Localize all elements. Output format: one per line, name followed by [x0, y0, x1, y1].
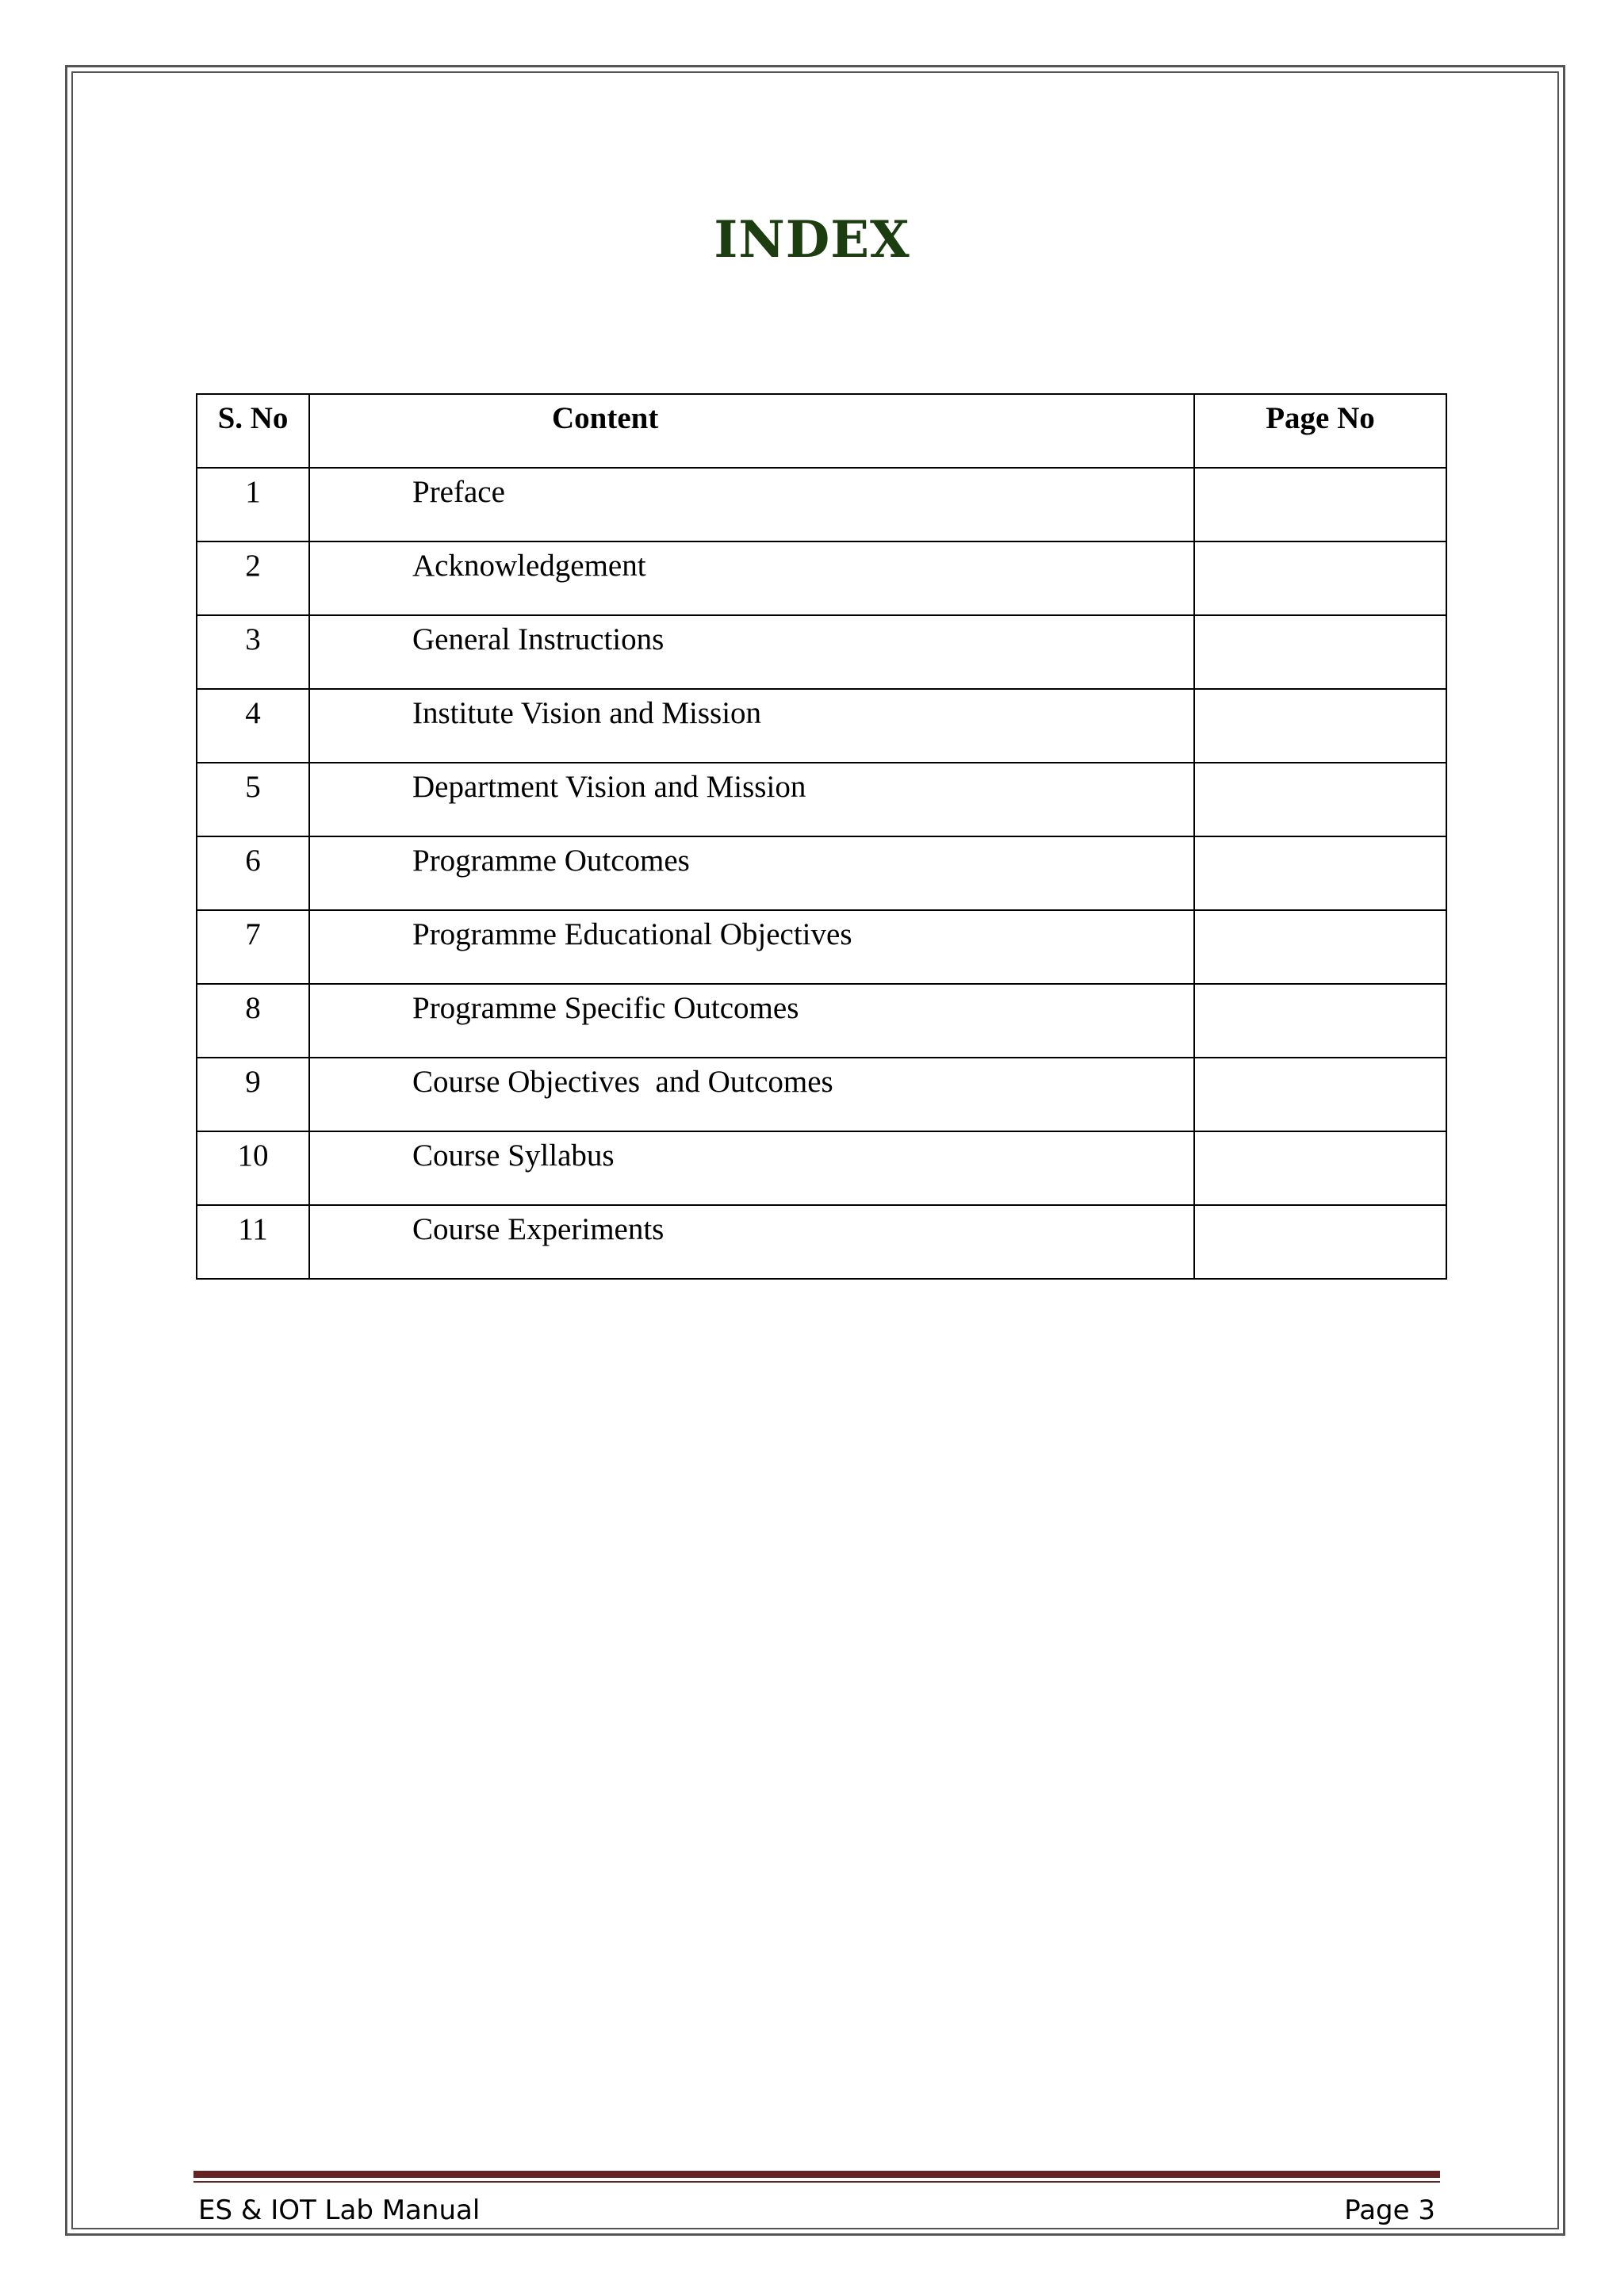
cell-page-no — [1194, 615, 1446, 689]
table-row — [197, 910, 1446, 984]
footer-page-number: Page 3 — [1344, 2195, 1435, 2226]
cell-sno: 7 — [197, 910, 309, 984]
index-table — [196, 393, 1447, 1280]
cell-content: Course Syllabus — [309, 1131, 1194, 1205]
cell-content: General Instructions — [309, 615, 1194, 689]
cell-page-no — [1194, 763, 1446, 836]
footer-manual-title: ES & IOT Lab Manual — [198, 2195, 481, 2226]
cell-content: Programme Educational Objectives — [309, 910, 1194, 984]
header-sno: S. No — [197, 394, 309, 468]
footer-rule-thick — [193, 2171, 1440, 2178]
cell-page-no — [1194, 689, 1446, 763]
table-row — [197, 615, 1446, 689]
cell-page-no — [1194, 984, 1446, 1058]
cell-sno: 10 — [197, 1131, 309, 1205]
cell-content: Course Experiments — [309, 1205, 1194, 1279]
table-header-row — [197, 394, 1446, 468]
cell-sno: 9 — [197, 1058, 309, 1131]
cell-page-no — [1194, 1058, 1446, 1131]
cell-content: Programme Outcomes — [309, 836, 1194, 910]
table-row — [197, 1058, 1446, 1131]
table-row — [197, 763, 1446, 836]
cell-content: Preface — [309, 468, 1194, 541]
page-title: INDEX — [714, 210, 910, 270]
header-content: Content — [309, 394, 1194, 468]
cell-page-no — [1194, 1131, 1446, 1205]
cell-page-no — [1194, 1205, 1446, 1279]
table-row — [197, 689, 1446, 763]
cell-content: Course Objectives and Outcomes — [309, 1058, 1194, 1131]
cell-page-no — [1194, 468, 1446, 541]
table-row — [197, 984, 1446, 1058]
table-row — [197, 541, 1446, 615]
cell-sno: 2 — [197, 541, 309, 615]
cell-page-no — [1194, 836, 1446, 910]
cell-sno: 3 — [197, 615, 309, 689]
footer-rule-thin — [193, 2181, 1440, 2183]
table-row — [197, 836, 1446, 910]
cell-sno: 4 — [197, 689, 309, 763]
cell-sno: 6 — [197, 836, 309, 910]
table-row — [197, 1205, 1446, 1279]
cell-sno: 5 — [197, 763, 309, 836]
header-page-no: Page No — [1194, 394, 1446, 468]
table-row — [197, 1131, 1446, 1205]
table-body — [197, 468, 1446, 1279]
cell-sno: 8 — [197, 984, 309, 1058]
cell-page-no — [1194, 910, 1446, 984]
cell-sno: 11 — [197, 1205, 309, 1279]
cell-sno: 1 — [197, 468, 309, 541]
table-row — [197, 468, 1446, 541]
cell-content: Department Vision and Mission — [309, 763, 1194, 836]
cell-content: Institute Vision and Mission — [309, 689, 1194, 763]
cell-content: Acknowledgement — [309, 541, 1194, 615]
cell-content: Programme Specific Outcomes — [309, 984, 1194, 1058]
cell-page-no — [1194, 541, 1446, 615]
